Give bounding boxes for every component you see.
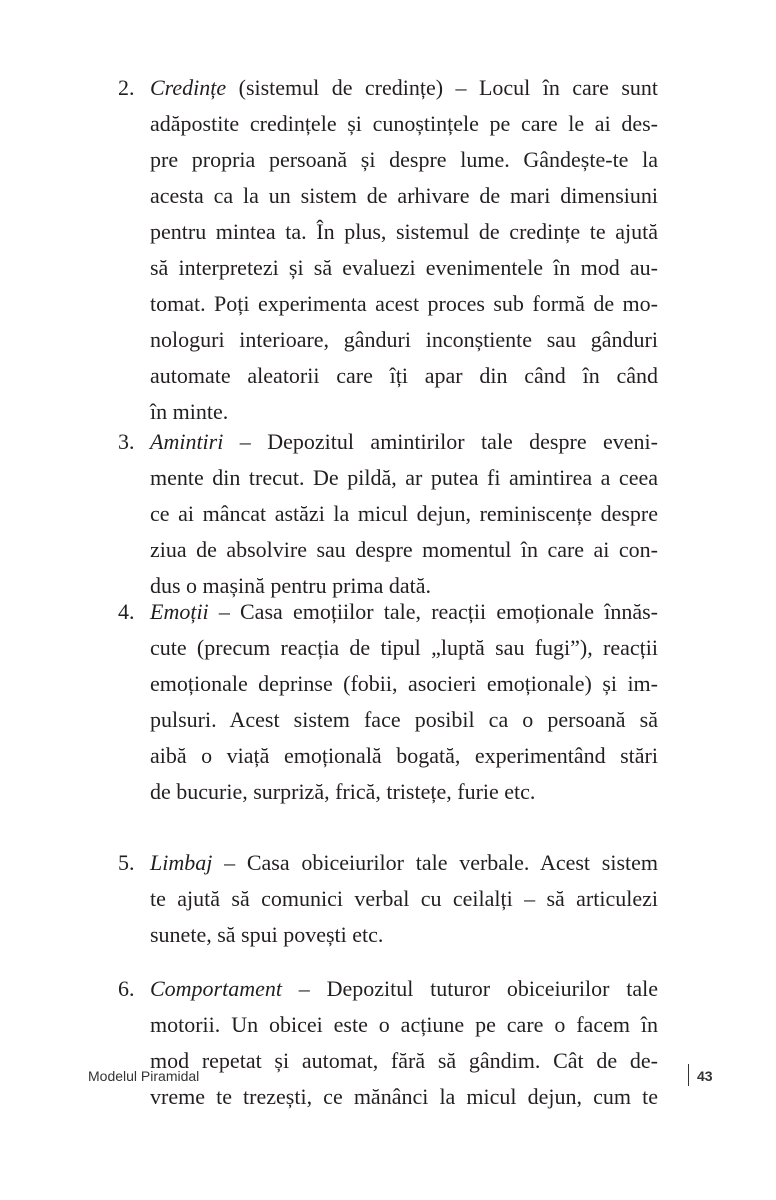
text-line [150,424,658,460]
list-item-number: 4. [118,599,135,624]
list-item-text: – Depozitul amintirilor tale despre eveni- [223,429,658,454]
text-line: sunete, să spui povești etc. [150,922,384,947]
list-item-term: Amintiri [150,429,224,454]
text-line: nologuri interioare, gânduri inconștiente sau gânduri [150,327,658,352]
text-line: automate aleatorii care îți apar din când în când [150,363,658,388]
list-item-text: – Casa emoțiilor tale, reacții emoționale înnăs- [208,599,658,624]
text-line: în minte. [150,399,229,424]
text-line: motorii. Un obicei este o acțiune pe care o facem în [150,1012,658,1037]
text-line [150,594,658,630]
running-footer-title: Modelul Piramidal [88,1068,200,1084]
text-line: mod repetat și automat, fără să gândim. Cât de de- [150,1048,658,1073]
text-line: ziua de absolvire sau despre momentul în care ai con- [150,537,658,562]
text-line: cute (precum reacția de tipul „luptă sau fugi”), reacții [150,635,658,660]
text-line: pre propria persoană și despre lume. Gândește-te la [150,147,658,172]
text-line: adăpostite credințele și cunoștințele pe care le ai des- [150,111,658,136]
text-line: pulsuri. Acest sistem face posibil ca o persoană să [150,707,658,732]
text-line: tomat. Poți experimenta acest proces sub formă de mo- [150,291,658,316]
list-item-number: 6. [118,976,135,1001]
list-item-number: 2. [118,75,135,100]
list-item-number: 3. [118,429,135,454]
text-line [150,845,658,881]
text-line: aibă o viață emoțională bogată, experimentând stări [150,743,658,768]
list-item-term: Credințe [150,75,227,100]
list-item-term: Comportament [150,976,282,1001]
list-item-term: Emoții [150,599,209,624]
text-line: mente din trecut. De pildă, ar putea fi amintirea a ceea [150,465,658,490]
text-line: ce ai mâncat astăzi la micul dejun, reminiscențe despre [150,501,658,526]
text-line: vreme te trezești, ce mănânci la micul dejun, cum te [150,1084,658,1109]
text-line: pentru mintea ta. În plus, sistemul de credințe te ajută [150,219,658,244]
text-line: acesta ca la un sistem de arhivare de mari dimensiuni [150,183,658,208]
text-line: dus o mașină pentru prima dată. [150,573,432,598]
list-item-text: (sistemul de credințe) – Locul în care sunt [226,75,658,100]
list-item-text: – Depozitul tuturor obiceiurilor tale [282,976,658,1001]
list-item-text: – Casa obiceiurilor tale verbale. Acest sistem [212,850,658,875]
footer-divider [688,1064,689,1086]
list-item-number: 5. [118,850,135,875]
text-line [150,70,658,106]
text-line: să interpretezi și să evaluezi evenimentele în mod au- [150,255,658,280]
text-line: de bucurie, surpriză, frică, tristețe, furie etc. [150,779,536,804]
text-line [150,971,658,1007]
text-line: te ajută să comunici verbal cu ceilalți – să articulezi [150,886,658,911]
list-item-term: Limbaj [150,850,213,875]
text-line: emoționale deprinse (fobii, asocieri emoționale) și im- [150,671,658,696]
page-number: 43 [697,1068,713,1084]
